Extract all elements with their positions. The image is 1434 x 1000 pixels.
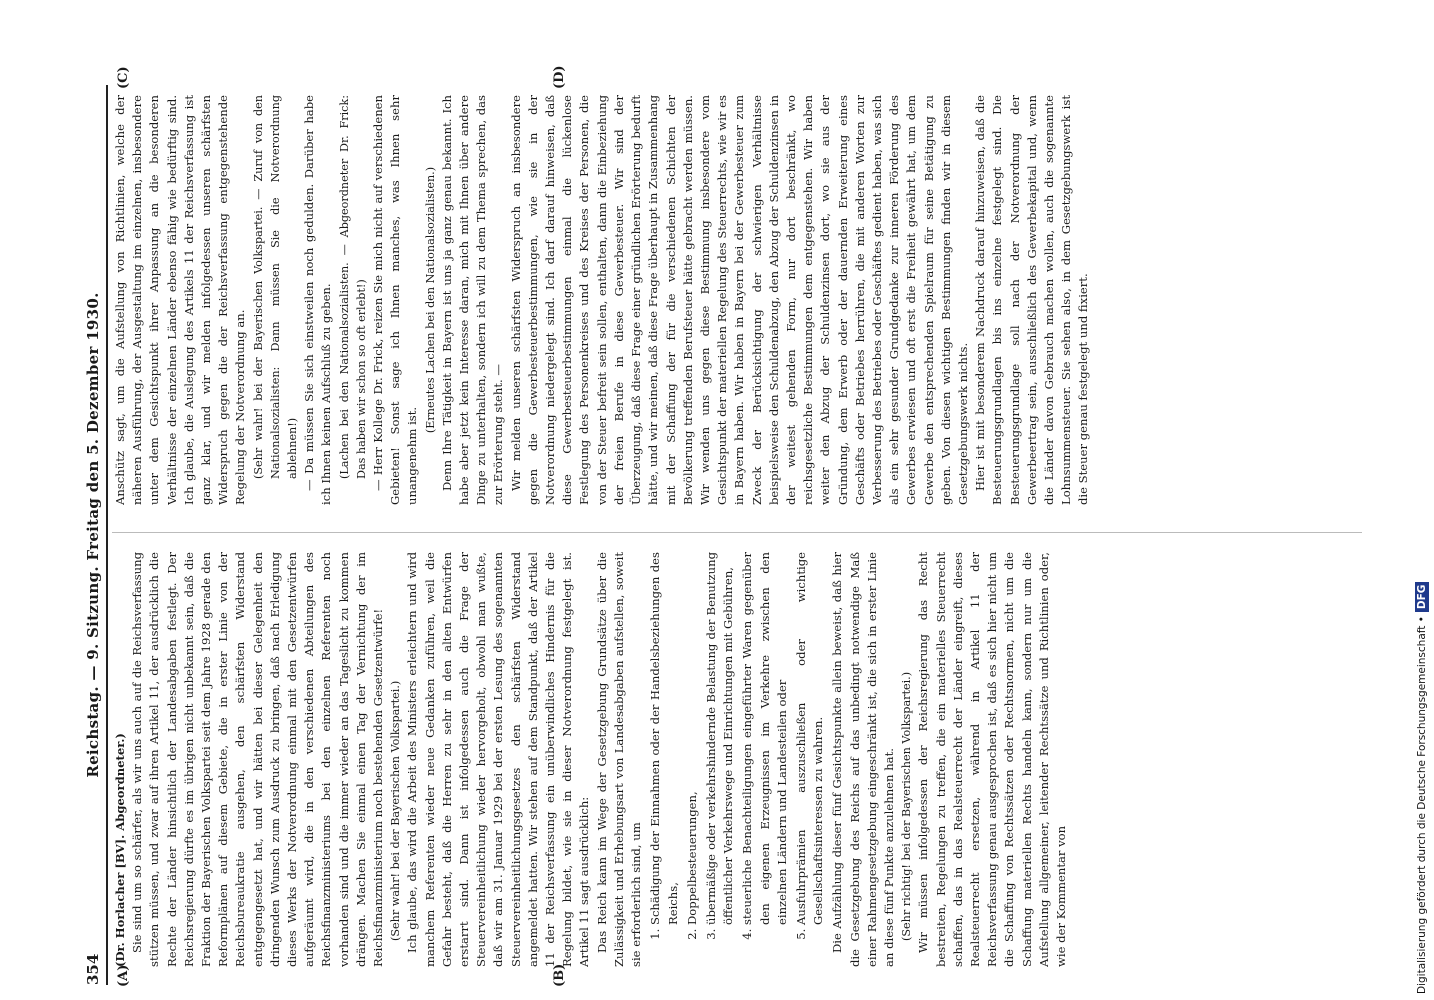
list-item: 5. Ausfuhrprämien auszuschließen oder wichtige Gesellschaftsinteressen zu wahren.	[793, 552, 827, 925]
list-item: 1. Schädigung der Einnahmen oder der Handelsbeziehungen des Reichs,	[647, 552, 681, 925]
paragraph: Wir melden unseren schärfsten Widerspruch an insbesondere gegen die Gewerbesteuerbestimmungen, wie sie in der Notverordnung niedergelegt sind. Ich darf darauf hinweisen, daß diese Gewerbesteuerbestimmungen einmal die lückenlose Festlegung des Personenkreises und des Kreises der Personen, die von der Steuer befreit sein sollen, enthalten, dann die Einbeziehung der freien Berufe in diese Gewerbesteuer. Wir sind der Überzeugung, daß diese Frage einer gründlichen Erörterung bedurft hätte, und wir meinen, daß diese Frage überhaupt in Zusammenhang mit der Schaffung der für die verschiedenen Schichten der Bevölkerung treffenden Berufsteuer hätte gebracht werden müssen. Wir wenden uns gegen diese Bestimmung insbesondere vom Gesichtspunkt der materiellen Regelung des Steuerrechts, wie wir es in Bayern haben. Wir haben in Bayern bei der Gewerbesteuer zum Zweck der Berücksichtigung der schwierigen Verhältnisse beispielsweise den Schuldenabzug, den Abzug der Schuldenzinsen in der weitest gehenden Form, nur dort beschränkt, wo reichsgesetzliche Bestimmungen dem entgegenstehen. Wir haben weiter den Abzug der Schuldenzinsen dort, wo sie aus der Gründung, dem Erwerb oder der dauernden Erweiterung eines Geschäfts oder Betriebes herrühren, die mit anderen Worten zur Verbesserung des Betriebes oder Geschäftes gedient haben, was sich als ein sehr gesunder Grundgedanke zur inneren Förderung des Gewerbes erwiesen und oft erst die Freiheit gewährt hat, um dem Gewerbe den entsprechenden Spielraum für seine Betätigung zu geben. Von diesen wichtigen Bestimmungen finden wir in diesem Gesetzgebungswerk nichts.	[508, 95, 970, 505]
paragraph: Wir müssen infolgedessen der Reichsregierung das Recht bestreiten, Regelungen zu treffen, die ein materielles Steuerrecht schaffen, das in das Realsteuerrecht der Länder eingreift, dieses Realsteuerrecht ersetzen, während in Artikel 11 der Reichsverfassung genau ausgesprochen ist, daß es sich hier nicht um die Schaffung von Rechtssätzen oder Rechtsnormen, nicht um die Schaffung materiellen Rechts handeln kann, sondern nur um die Aufstellung allgemeiner, leitender Rechtssätze und Richtlinien oder, wie der Kommentar von	[916, 552, 1068, 967]
header-rule	[106, 85, 108, 985]
interjection: (Erneutes Lachen bei den Nationalsozialisten.)	[423, 166, 437, 434]
paragraph: Hier ist mit besonderem Nachdruck darauf hinzuweisen, daß die Besteuerungsgrundlagen bis ins einzelne festgelegt sind. Die Besteuerungsgrundlage soll nach der Notverordnung der Gewerbeertrag sein, ausschließlich des Gewerbekapital und, wenn die Länder davon Gebrauch machen wollen, auch die sogenannte Lohnsummensteuer. Sie sehen also, in dem Gesetzgebungswerk ist die Steuer genau festgelegt und fixiert.	[973, 95, 1091, 505]
left-column	[112, 552, 1372, 967]
interjection: (Sehr wahr! bei der Bayerischen Volkspartei. — Zuruf von den Nationalsozialisten: Dann müssen Sie die Notverordnung ablehnen!)	[251, 95, 300, 479]
dfg-logo: DFG	[1415, 582, 1429, 613]
paragraph: Ich glaube, das wird die Arbeit des Ministers erleichtern und wird manchem Referenten wieder neue Gedanken zuführen, weil die Gefahr besteht, daß die Herren zu sehr in den alten Entwürfen erstarrt sind. Dann ist infolgedessen auch die Frage der Steuervereinheitlichung wieder hervorgeholt, obwohl man wußte, daß wir am 31. Januar 1929 bei der ersten Lesung des sogenannten Steuervereinheitlichungsgesetzes den schärfsten Widerstand angemeldet hatten. Wir stehen auf dem Standpunkt, daß der Artikel 11 der Reichsverfassung ein unüberwindliches Hindernis für die Regelung bildet, wie sie in dieser Notverordnung festgelegt ist. Artikel 11 sagt ausdrücklich:	[405, 552, 592, 967]
interjection: (Sehr wahr! bei der Bayerischen Volkspartei.)	[389, 680, 403, 941]
list-item: 4. steuerliche Benachteiligungen eingeführter Waren gegenüber den eigenen Erzeugnissen im Verkehre zwischen den einzelnen Ländern und Landesteilen oder	[739, 552, 791, 925]
paragraph: — Herr Kollege Dr. Frick, reizen Sie mich nicht auf verschiedenen Gebieten! Sonst sage ich Ihnen manches, was Ihnen sehr unangenehm ist.	[371, 95, 420, 505]
paragraph: Denn Ihre Tätigkeit in Bayern ist uns ja ganz genau bekannt. Ich habe aber jetzt kein Interesse daran, mich mit Ihnen über andere Dinge zu unterhalten, sondern ich will zu dem Thema sprechen, das zur Erörterung steht. —	[439, 95, 506, 505]
paragraph: Sie sind um so schärfer, als wir uns auch auf die Reichsverfassung stützen müssen, und zwar auf ihren Artikel 11, der ausdrücklich die Rechte der Länder hinsichtlich der Landesabgaben festlegt. Der Reichsregierung dürfte es im übrigen nicht unbekannt sein, daß die Fraktion der Bayerischen Volkspartei seit dem Jahre 1928 gerade den Reformplänen auf diesem Gebiete, die in erster Linie von der Reichsbureaukratie ausgehen, den schärfsten Widerstand entgegengesetzt hat, und wir hätten bei dieser Gelegenheit den dringenden Wunsch zum Ausdruck zu bringen, daß nach Erledigung dieses Werks der Notverordnung einmal mit den Gesetzentwürfen aufgeräumt wird, die in den verschiedenen Abteilungen des Reichsfinanzministeriums bei den einzelnen Referenten noch vorhanden sind und die immer wieder an das Tageslicht zu kommen drängen. Machen Sie einmal einen Tag der Vernichtung der im Reichsfinanzministerium noch bestehenden Gesetzentwürfe!	[130, 552, 386, 967]
digitization-credit	[1412, 4, 1432, 994]
interjection: (Sehr richtig! bei der Bayerischen Volkspartei.)	[900, 671, 914, 941]
list-item: 2. Doppelbesteuerungen,	[684, 552, 701, 925]
page-header	[82, 85, 104, 985]
right-column	[112, 95, 1372, 505]
margin-marker-d: (D)	[552, 65, 567, 89]
paragraph: Anschütz sagt, um die Aufstellung von Richtlinien, welche der näheren Ausführung, der Ausgestaltung im einzelnen, insbesondere unter dem Gesichtspunkt ihrer Anpassung an die besonderen Verhältnisse der einzelnen Länder ebenso fähig wie bedürftig sind. Ich glaube, die Auslegung des Artikels 11 der Reichsverfassung ist ganz klar, und wir melden infolgedessen unseren schärfsten Widerspruch gegen die der Reichsverfassung entgegenstehende Regelung der Notverordnung an.	[113, 95, 248, 505]
scanned-page	[82, 65, 1372, 987]
margin-marker-b: (B)	[552, 963, 567, 987]
margin-marker-c: (C)	[116, 66, 131, 89]
running-title: Reichstag. — 9. Sitzung. Freitag den 5. Dezember 1930.	[84, 292, 102, 778]
speaker-label: (Dr. Horlacher [BV]. Abgeordneter.)	[113, 733, 127, 967]
paragraph: Die Aufzählung dieser fünf Gesichtspunkte allein beweist, daß hier die Gesetzgebung des Reichs auf das unbedingt notwendige Maß einer Rahmengesetzgebung eingeschränkt ist, die sich in erster Linie an diese fünf Punkte anzulehnen hat.	[830, 552, 896, 967]
page-number: 354	[84, 953, 102, 985]
article-points-list	[647, 552, 827, 967]
credit-text: Digitalisierung gefördert durch die Deutsche Forschungsgemeinschaft •	[1416, 616, 1428, 994]
paragraph: — Da müssen Sie sich einstweilen noch gedulden. Darüber habe ich Ihnen keinen Aufschluß zu geben.	[302, 95, 334, 505]
list-item: 3. übermäßige oder verkehrshindernde Belastung der Benutzung öffentlicher Verkehrswege und Einrichtungen mit Gebühren,	[703, 552, 737, 925]
interjection: (Lachen bei den Nationalsozialisten. — Abgeordneter Dr. Frick: Das haben wir schon so oft erlebt!)	[337, 95, 368, 479]
margin-marker-a: (A)	[116, 964, 131, 987]
quote-paragraph: Das Reich kann im Wege der Gesetzgebung Grundsätze über die Zulässigkeit und Erhebungsart von Landesabgaben aufstellen, soweit sie erforderlich sind, um	[594, 552, 644, 967]
column-divider	[112, 532, 1362, 533]
